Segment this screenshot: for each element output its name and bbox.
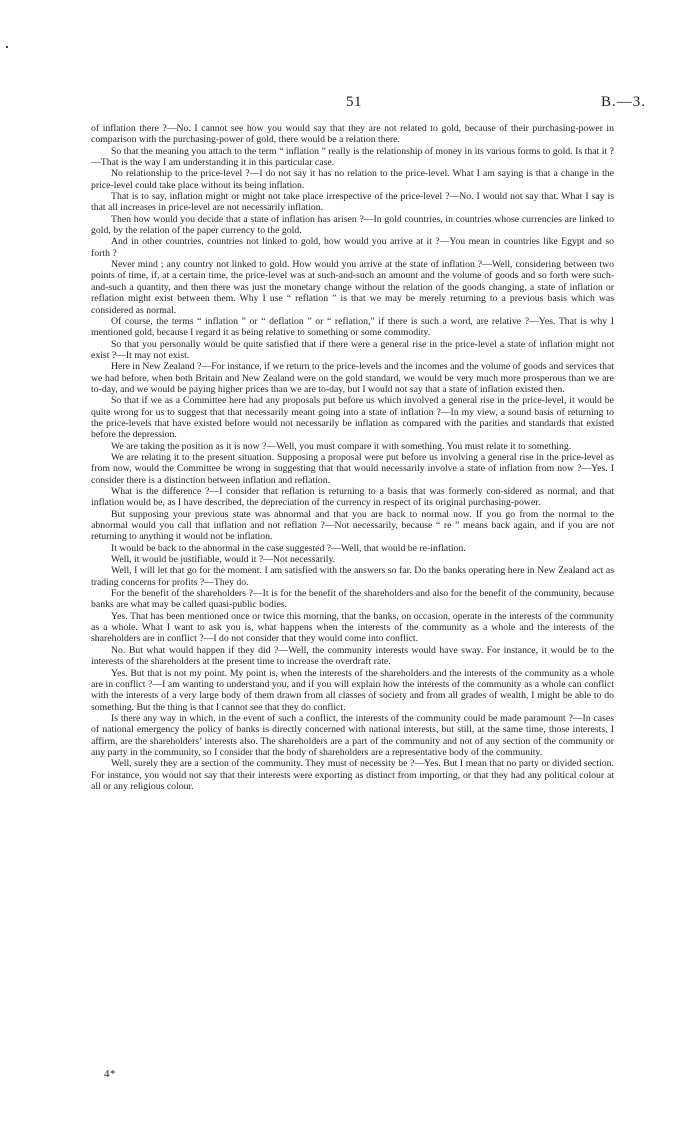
paragraph: So that you personally would be quite satisfied that if there were a general rise in the price-level a state of inflation might not exist ?—It may not exist. (91, 338, 614, 361)
body-text (91, 123, 614, 792)
paragraph: That is to say, inflation might or might not take place irrespective of the price-level ?—No. I would not say that. What I say is that all increases in price-level are not necessarily inflation. (91, 191, 614, 214)
paragraph: Is there any way in which, in the event of such a conflict, the interests of the community could be made paramount ?—In cases of national emergency the policy of banks is directly concerned with national interests, but still, at the same time, those interests, I affirm, are the shareholders’ interests also. The shareholders are a part of the community and not of any section of the community or any party in the community, so I consider that the body of shareholders are a representative body of the community. (91, 712, 614, 758)
margin-mark (6, 46, 8, 48)
paragraph: So that the meaning you attach to the term “ inflation ” really is the relationship of money in its various forms to gold. Is that it ?—That is the way I am understanding it in this particular case. (91, 145, 614, 169)
paragraph: It would be back to the abnormal in the case suggested ?—Well, that would be re-inflation. (111, 542, 466, 554)
paragraph: Never mind ; any country not linked to gold. How would you arrive at the state of inflation ?—Well, considering between two points of time, if, at a certain time, the price-level was at such-and-such an amount and the volume of goods and so forth were such-and-such a quantity, and then there was just the monetary change without the relation of the goods changing, a state of inflation or reflation might exist between them. Why I use “ reflation ” is that we may be merely returning to a previous basis which was considered as normal. (91, 259, 614, 316)
paragraph: We are relating it to the present situation. Supposing a proposal were put before us involving a general rise in the price-level as from now, would the Committee be wrong in suggesting that that would necessarily involve a state of inflation from now ?—Yes. I consider there is a distinction between inflation and reflation. (91, 451, 614, 486)
paragraph: No. But what would happen if they did ?—Well, the community interests would have sway. For instance, it would be to the interests of the shareholders at the present time to increase the overdraft rate. (91, 644, 614, 668)
paragraph: What is the difference ?—I consider that reflation is returning to a basis that was formerly con-sidered as normal, and that inflation would be, as I have described, the depreciation of the currency in respect of its original purchasing-power. (91, 486, 614, 509)
document-code: B.—3. (601, 94, 647, 110)
paragraph: Of course, the terms “ inflation ” or “ deflation ” or “ reflation,” if there is such a word, are relative ?—Yes. That is why I mentioned gold, because I regard it as being relative to something or some commodity. (91, 315, 614, 339)
paragraph: Then how would you decide that a state of inflation has arisen ?—In gold countries, in countries whose currencies are linked to gold, by the relation of the paper currency to the gold. (91, 213, 614, 237)
paragraph: For the benefit of the shareholders ?—It is for the benefit of the shareholders and also for the benefit of the community, because banks are what may be called quasi-public bodies. (91, 588, 614, 611)
paragraph: But supposing your previous state was abnormal and that you are back to normal now. If you go from the normal to the abnormal would you call that inflation and not reflation ?—Not necessarily, because “ re ” means back again, and if you are not returning to anything it would not be inflation. (91, 508, 614, 543)
paragraph: So that if we as a Committee here had any proposals put before us which involved a general rise in the price-level, it would be quite wrong for us to suggest that that necessarily meant going into a state of inflation ?—In my view, a sound basis of returning to the price-levels that have existed before would not necessarily be inflation as compared with the parities and standards that existed before the depression. (91, 395, 614, 441)
paragraph: Yes. But that is not my point. My point is, when the interests of the shareholders and the interests of the community as a whole are in conflict ?—I am wanting to understand you, and if you will explain how the interests of the community as a whole can conflict with the interests of a very large body of them drawn from all classes of society and from all grades of wealth, I might be able to do something. But the thing is that I cannot see that they do conflict. (91, 667, 614, 713)
paragraph: We are taking the position as it is now ?—Well, you must compare it with something. You must relate it to something. (111, 440, 572, 452)
paragraph: No relationship to the price-level ?—I do not say it has no relation to the price-level. What I am saying is that a change in the price-level could take place without its being inflation. (91, 168, 614, 191)
paragraph: Well, surely they are a section of the community. They must of necessity be ?—Yes. But I mean that no party or divided section. For instance, you would not say that their interests were exporting as distinct from importing, or that they had any political colour at all or any religious colour. (91, 758, 614, 792)
paragraph: Yes. That has been mentioned once or twice this morning, that the banks, on occasion, operate in the interests of the community as a whole. What I want to ask you is, what happens when the interests of the community as a whole and the interests of the shareholders are in conflict ?—I do not consider that they would come into conflict. (91, 610, 614, 645)
paragraph: Here in New Zealand ?—For instance, if we return to the price-levels and the incomes and the volume of goods and services that we had before, when both Britain and New Zealand were on the gold standard, we would be very much more prosperous than we are to-day, and we would be paying higher prices than we are to-day, but I would not say that a state of inflation existed then. (91, 361, 614, 395)
paragraph: And in other countries, countries not linked to gold, how would you arrive at it ?—You mean in countries like Egypt and so forth ? (91, 236, 614, 259)
printer-signature-mark: 4* (104, 1068, 116, 1080)
page-number: 51 (346, 94, 362, 110)
paragraph: of inflation there ?—No. I cannot see how you would say that they are not related to gold, because of their purchasing-power in comparison with the purchasing-power of gold, there would be a relation there. (91, 123, 614, 146)
paragraph: Well, it would be justifiable, would it ?—Not necessarily. (111, 554, 336, 566)
paragraph: Well, I will let that go for the moment. I am satisfied with the answers so far. Do the banks operating here in New Zealand act as trading concerns for profits ?—They do. (91, 565, 614, 588)
